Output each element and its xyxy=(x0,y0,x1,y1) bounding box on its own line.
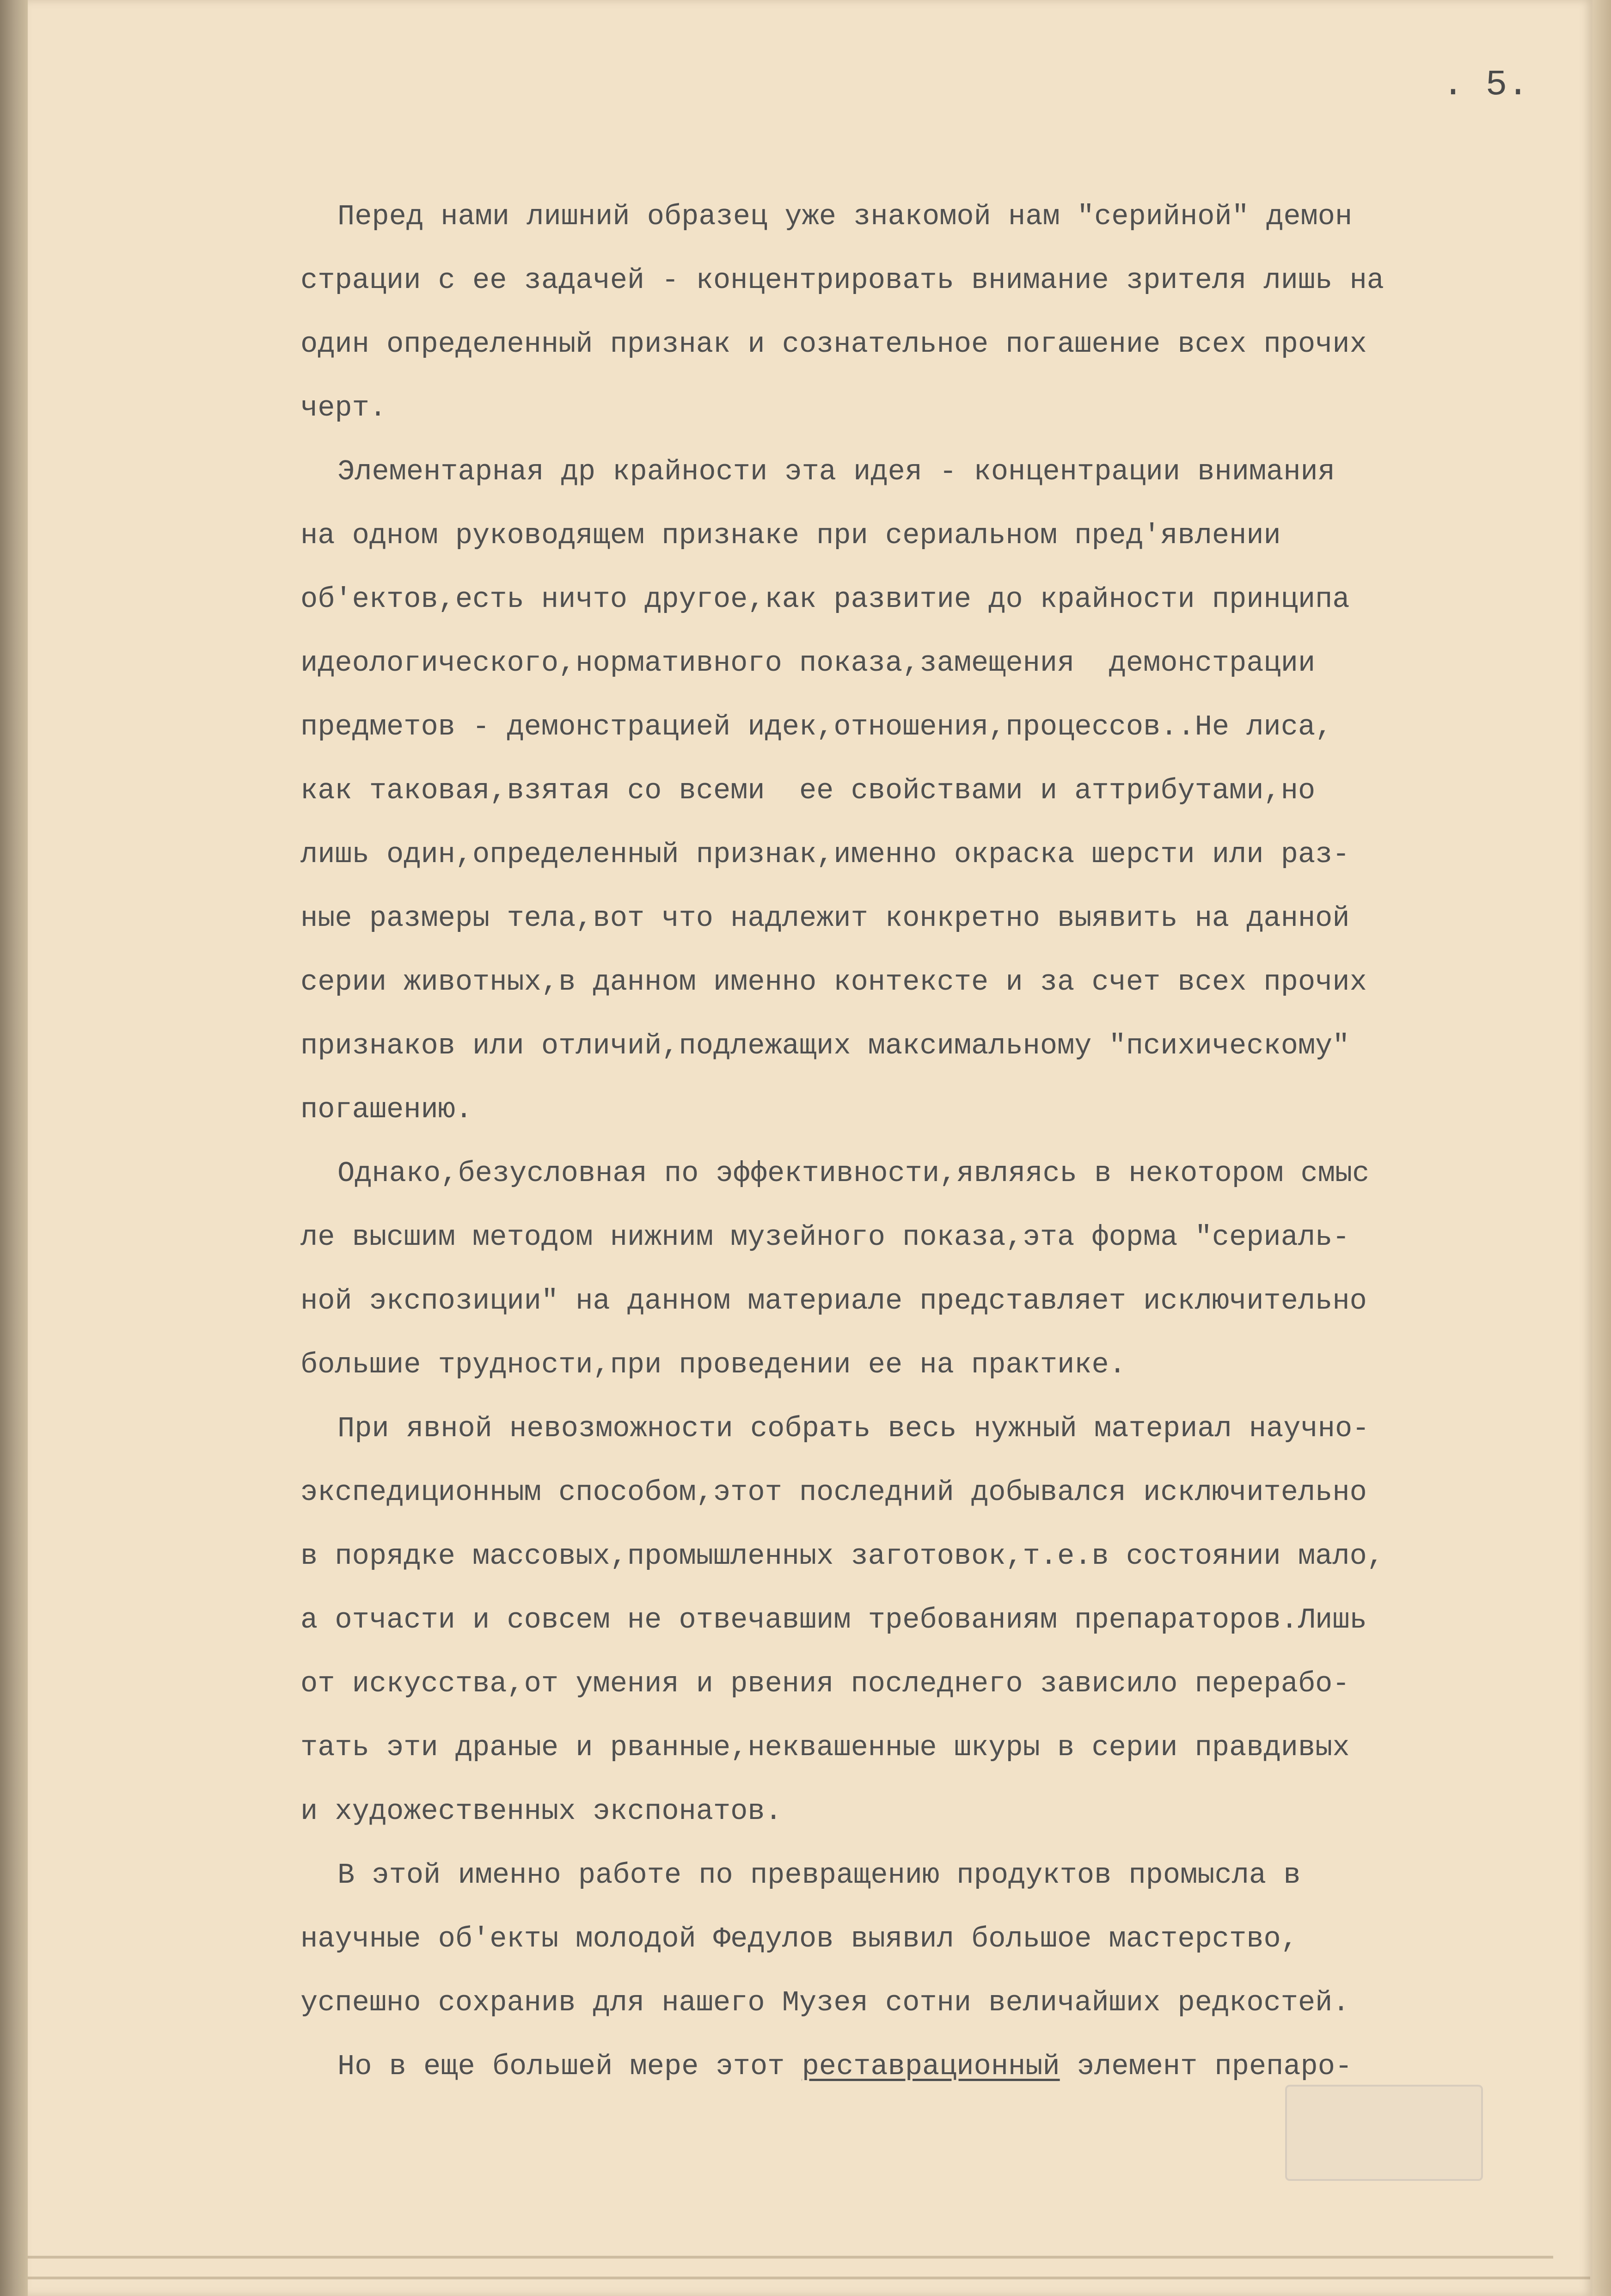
text-line: на одном руководящем признаке при сериальном пред'явлении xyxy=(300,519,1281,552)
paper-layer-line xyxy=(28,2256,1553,2259)
paper-edge xyxy=(1593,0,1611,2296)
text-line: погашению. xyxy=(300,1093,473,1126)
page-number: . 5. xyxy=(1442,65,1529,105)
underlined-word: реставрационный xyxy=(802,2050,1060,2083)
text-line: большие трудности,при проведении ее на практике. xyxy=(300,1348,1126,1381)
text-line: Однако,безусловная по эффективности,являясь в некотором смыс xyxy=(337,1157,1370,1190)
text-line: признаков или отличий,подлежащих максимальному "психическому" xyxy=(300,1029,1350,1062)
text-line: и художественных экспонатов. xyxy=(300,1795,782,1828)
text-line: ной экспозиции" на данном материале представляет исключительно xyxy=(300,1285,1367,1317)
text-line: лишь один,определенный признак,именно окраска шерсти или раз- xyxy=(300,838,1350,871)
text-line: ные размеры тела,вот что надлежит конкретно выявить на данной xyxy=(300,902,1350,935)
text-line: При явной невозможности собрать весь нужный материал научно- xyxy=(337,1412,1370,1445)
text-line: об'ектов,есть ничто другое,как развитие до крайности принципа xyxy=(300,583,1350,616)
text-line: успешно сохранив для нашего Музея сотни величайших редкостей. xyxy=(300,1986,1350,2019)
text-fragment: Но в еще большей мере этот xyxy=(337,2050,802,2083)
body-text xyxy=(300,185,1581,2099)
text-line: научные об'екты молодой Федулов выявил большое мастерство, xyxy=(300,1923,1298,1955)
text-line: Перед нами лишний образец уже знакомой нам "серийной" демон xyxy=(337,200,1353,233)
text-line: предметов - демонстрацией идек,отношения,процессов..Не лиса, xyxy=(300,710,1333,743)
faded-stamp xyxy=(1285,2085,1483,2181)
text-line: один определенный признак и сознательное погашение всех прочих xyxy=(300,328,1367,361)
text-line: как таковая,взятая со всеми ее свойствами и аттрибутами,но xyxy=(300,774,1316,807)
text-line: В этой именно работе по превращению продуктов промысла в xyxy=(337,1859,1301,1892)
text-line: в порядке массовых,промышленных заготовок,т.е.в состоянии мало, xyxy=(300,1540,1384,1573)
text-fragment: элемент препаро- xyxy=(1060,2050,1353,2083)
text-line: ле высшим методом нижним музейного показа,эта форма "сериаль- xyxy=(300,1221,1350,1254)
text-line: тать эти драные и рванные,неквашенные шкуры в серии правдивых xyxy=(300,1731,1350,1764)
text-line: от искусства,от умения и рвения последнего зависило перерабо- xyxy=(300,1667,1350,1700)
paper-layer-line xyxy=(28,2277,1590,2279)
text-line: серии животных,в данном именно контексте и за счет всех прочих xyxy=(300,966,1367,998)
text-line: Элементарная др крайности эта идея - концентрации внимания xyxy=(337,455,1335,488)
text-line: черт. xyxy=(300,392,387,424)
text-line: а отчасти и совсем не отвечавшим требованиям препараторов.Лишь xyxy=(300,1604,1367,1636)
text-line: идеологического,нормативного показа,замещения демонстрации xyxy=(300,647,1316,680)
binding-edge xyxy=(0,0,28,2296)
text-line: экспедиционным способом,этот последний добывался исключительно xyxy=(300,1476,1367,1509)
text-line: страции с ее задачей - концентрировать внимание зрителя лишь на xyxy=(300,264,1384,297)
